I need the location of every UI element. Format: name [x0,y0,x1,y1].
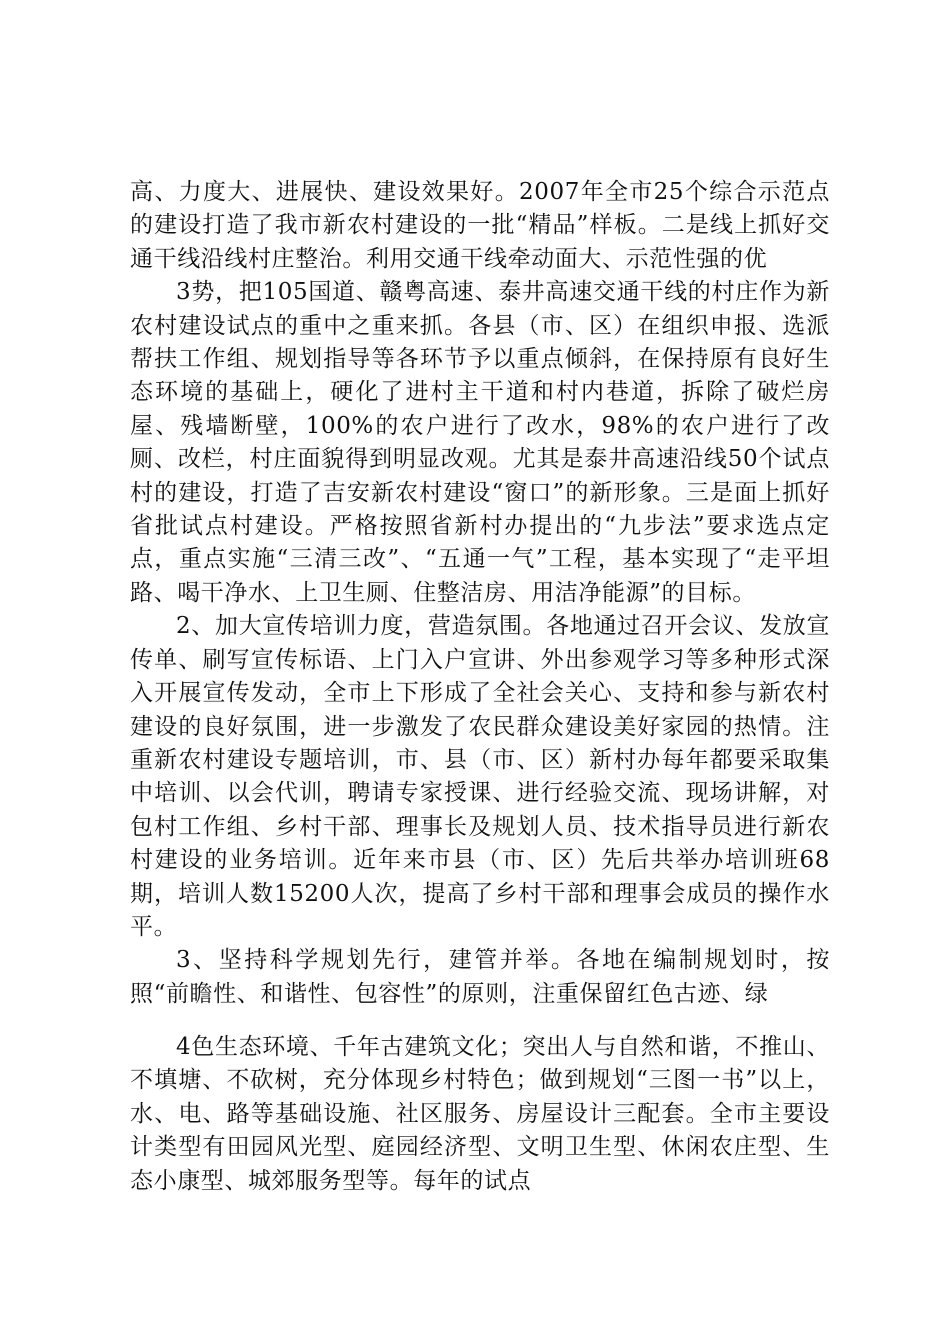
text-block-lower [130,1031,830,1198]
paragraph-page3-start: 3势，把105国道、赣粤高速、泰井高速交通干线的村庄作为新农村建设试点的重中之重来抓。各县（市、区）在组织申报、选派帮扶工作组、规划指导等各环节予以重点倾斜，在保持原有良好生态环境的基础上，硬化了进村主干道和村内巷道，拆除了破烂房屋、残墙断壁，100%的农户进行了改水，98%的农户进行了改厕、改栏，村庄面貌得到明显改观。尤其是泰井高速沿线50个试点村的建设，打造了吉安新农村建设“窗口”的新形象。三是面上抓好省批试点村建设。严格按照省新村办提出的“九步法”要求选点定点，重点实施“三清三改”、“五通一气”工程，基本实现了“走平坦路、喝干净水、上卫生厕、住整洁房、用洁净能源”的目标。 [130,279,830,606]
paragraph-publicity-training: 2、加大宣传培训力度，营造氛围。各地通过召开会议、发放宣传单、刷写宣传标语、上门入户宣讲、外出参观学习等多种形式深入开展宣传发动，全市上下形成了全社会关心、支持和参与新农村建设的良好氛围，进一步激发了农民群众建设美好家园的热情。注重新农村建设专题培训，市、县（市、区）新村办每年都要采取集中培训、以会代训，聘请专家授课、进行经验交流、现场讲解，对包村工作组、乡村干部、理事长及规划人员、技术指导员进行新农村建设的业务培训。近年来市县（市、区）先后共举办培训班68期，培训人数15200人次，提高了乡村干部和理事会成员的操作水平。 [130,613,830,940]
paragraph-planning: 3、坚持科学规划先行，建管并举。各地在编制规划时，按照“前瞻性、和谐性、包容性”的原则，注重保留红色古迹、绿 [130,947,830,1007]
text-block-upper [130,176,830,1011]
paragraph-page4-start: 4色生态环境、千年古建筑文化；突出人与自然和谐，不推山、不填塘、不砍树，充分体现乡村特色；做到规划“三图一书”以上，水、电、路等基础设施、社区服务、房屋设计三配套。全市主要设计类型有田园风光型、庭园经济型、文明卫生型、休闲农庄型、生态小康型、城郊服务型等。每年的试点 [130,1034,830,1194]
paragraph-continuation: 高、力度大、进展快、建设效果好。2007年全市25个综合示范点的建设打造了我市新农村建设的一批“精品”样板。二是线上抓好交通干线沿线村庄整治。利用交通干线牵动面大、示范性强的优 [130,179,830,272]
